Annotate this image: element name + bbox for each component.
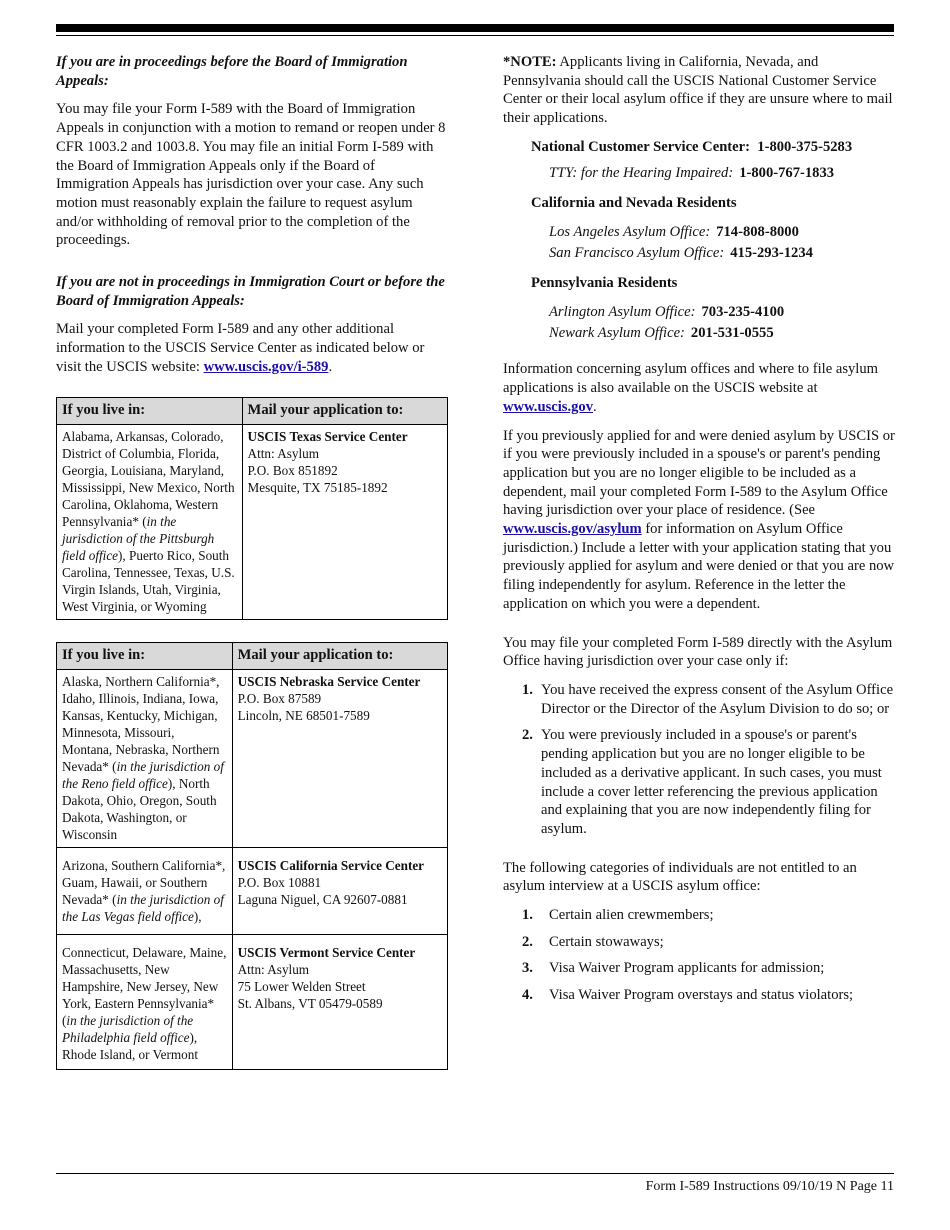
address-cell: USCIS Texas Service Center Attn: Asylum P.O. Box 851892 Mesquite, TX 75185-1892 — [242, 424, 447, 619]
top-rule — [56, 24, 894, 32]
list-item: 3. Visa Waiver Program applicants for admission; — [522, 960, 825, 977]
direct-filing-list — [503, 681, 895, 839]
table-row — [57, 424, 448, 619]
list-item: 2. You were previously included in a spouse's or parent's pending application but you are no longer eligible to be included as a derivative applicant. In such cases, you must include a cover letter referencing the previous application and explaining that you are now independently filing for asylum. — [522, 727, 882, 837]
categories-list — [503, 906, 895, 1005]
ca-nv-heading: California and Nevada Residents — [531, 195, 737, 212]
states-cell: Alaska, Northern California*, Idaho, Illinois, Indiana, Iowa, Kansas, Kentucky, Michigan, Minnesota, Missouri, Montana, Nebraska, Northern Nevada* (in the jurisdiction of the Reno field office), North Dakota, Ohio, Oregon, South Dakota, Washington, or Wisconsin — [57, 669, 233, 847]
arlington-office-line: Arlington Asylum Office: 703-235-4100 — [549, 304, 785, 321]
table-row — [57, 669, 448, 847]
service-center-name: USCIS Texas Service Center — [247, 428, 408, 444]
i589-link[interactable]: www.uscis.gov/i-589 — [203, 358, 329, 375]
newark-office-line: Newark Asylum Office: 201-531-0555 — [549, 324, 774, 341]
mail-instructions: Mail your completed Form I-589 and any other additional information to the USCIS Service Center as indicated below or visit the USCIS website: www.uscis.gov/i-589. — [56, 321, 425, 375]
address-cell: USCIS Nebraska Service Center P.O. Box 87589 Lincoln, NE 68501-7589 — [232, 669, 447, 847]
bia-heading: If you are in proceedings before the Board of Immigration Appeals: — [56, 54, 408, 89]
categories-intro: The following categories of individuals are not entitled to an asylum interview at a USCIS asylum office: — [503, 859, 857, 895]
bia-body: You may file your Form I-589 with the Board of Immigration Appeals in conjunction with a motion to remand or reopen under 8 CFR 1003.2 and 1003.8. You may file an initial Form I-589 with the Board of Immigration Appeals only if the Board of Immigration Appeals has jurisdiction over your case. Any such motion must reasonably explain the failure to request asylum and/or withholding of removal prior to the completion of the proceedings. — [56, 101, 446, 249]
table-header-mail: Mail your application to: — [232, 642, 447, 669]
not-in-proceedings-heading: If you are not in proceedings in Immigration Court or before the Board of Immigration Appeals: — [56, 274, 445, 309]
ncsc-number: 1-800-375-5283 — [757, 138, 853, 155]
tty-line: TTY: for the Hearing Impaired: 1-800-767-1833 — [549, 164, 835, 181]
pa-heading: Pennsylvania Residents — [531, 275, 678, 292]
mailing-table-other — [56, 642, 448, 1070]
direct-filing-intro: You may file your completed Form I-589 directly with the Asylum Office having jurisdiction over your case only if: — [503, 634, 893, 670]
table-header-mail: Mail your application to: — [242, 397, 447, 424]
asylum-link[interactable]: www.uscis.gov/asylum — [503, 521, 642, 538]
table-header-live: If you live in: — [57, 642, 233, 669]
mailing-table-texas — [56, 397, 448, 620]
top-rule-thin — [56, 35, 894, 36]
table-row — [57, 934, 448, 1069]
ncsc-line: National Customer Service Center: 1-800-375-5283 — [531, 138, 853, 155]
list-item: 4. Visa Waiver Program overstays and status violators; — [522, 987, 854, 1004]
table-row — [57, 847, 448, 934]
footer-rule — [56, 1173, 894, 1174]
uscis-link[interactable]: www.uscis.gov — [503, 398, 594, 415]
note-paragraph: *NOTE: Applicants living in California, Nevada, and Pennsylvania should call the USCIS National Customer Service Center or their local asylum office if they are unsure where to mail their applications. — [503, 54, 893, 127]
service-center-name: USCIS Nebraska Service Center — [237, 673, 421, 689]
table-header-live: If you live in: — [57, 397, 243, 424]
list-item: 2. Certain stowaways; — [522, 933, 664, 950]
service-center-name: USCIS Vermont Service Center — [237, 944, 416, 960]
list-item: 1. Certain alien crewmembers; — [522, 907, 714, 924]
states-cell: Connecticut, Delaware, Maine, Massachusetts, New Hampshire, New Jersey, New York, Eastern Pennsylvania* (in the jurisdiction of the Philadelphia field office), Rhode Island, or Vermont — [57, 934, 233, 1069]
address-cell: USCIS Vermont Service Center Attn: Asylum 75 Lower Welden Street St. Albans, VT 05479-0589 — [232, 934, 447, 1069]
sf-office-line: San Francisco Asylum Office: 415-293-1234 — [549, 244, 813, 261]
right-column — [503, 53, 895, 1015]
info-paragraph: Information concerning asylum offices and where to file asylum applications is also available on the USCIS website at www.uscis.gov. — [503, 361, 878, 415]
page-footer: Form I-589 Instructions 09/10/19 N Page 11 — [645, 1179, 894, 1194]
la-office-line: Los Angeles Asylum Office: 714-808-8000 — [549, 223, 799, 240]
states-cell: Alabama, Arkansas, Colorado, District of Columbia, Florida, Georgia, Louisiana, Maryland, Mississippi, New Mexico, North Carolina, Oklahoma, Western Pennsylvania* (in the jurisdiction of the Pittsburgh field office), Puerto Rico, South Carolina, Tennessee, Texas, U.S. Virgin Islands, Utah, Virginia, West Virginia, or Wyoming — [57, 424, 243, 619]
list-item: 1. You have received the express consent of the Asylum Office Director or the Director of the Asylum Division to do so; or — [522, 681, 894, 717]
address-cell: USCIS California Service Center P.O. Box 10881 Laguna Niguel, CA 92607-0881 — [232, 847, 447, 934]
states-cell: Arizona, Southern California*, Guam, Hawaii, or Southern Nevada* (in the jurisdiction of the Las Vegas field office), — [57, 847, 233, 934]
left-column — [56, 53, 448, 1070]
service-center-name: USCIS California Service Center — [237, 857, 425, 873]
denied-paragraph: If you previously applied for and were denied asylum by USCIS or if you were previously included in a spouse's or parent's pending application but you are no longer eligible to be included as a dependent, mail your completed Form I-589 to the Asylum Office having jurisdiction over your place of residence. (See www.uscis.gov/asylum for information on Asylum Office jurisdiction.) Include a letter with your application stating that you previously applied for asylum and were denied or that you are now filing independently for asylum. Reference in the letter the application on which you were a dependent. — [503, 427, 895, 612]
